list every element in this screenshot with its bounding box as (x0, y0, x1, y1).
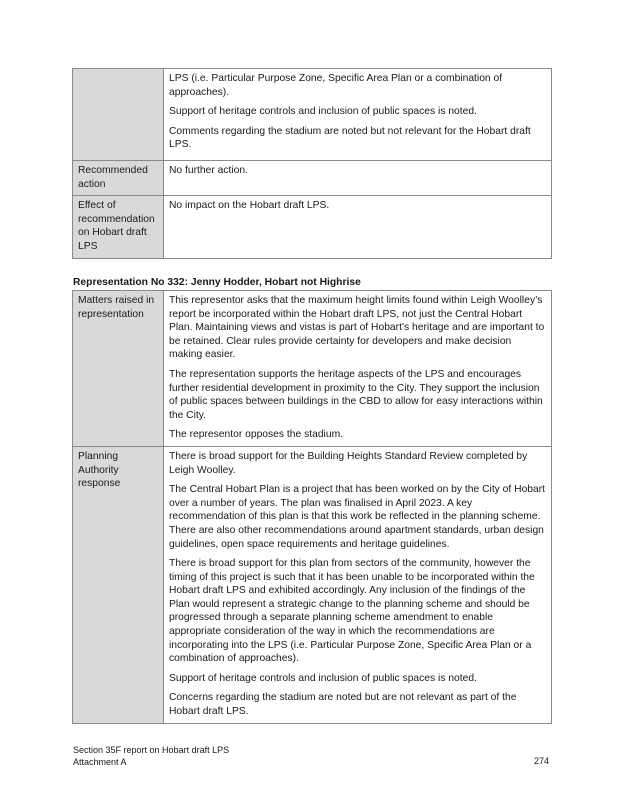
paragraph: This representor asks that the maximum height limits found within Leigh Woolley’s report be incorporated within the Hobart draft LPS, not just the Central Hobart Plan. Maintaining views and vistas is part of Hobart’s heritage and are important to be retained. Clear rules provide certainty for developers and make decision making easier. (169, 295, 545, 361)
paragraph: No impact on the Hobart draft LPS. (169, 200, 330, 212)
paragraph: The representation supports the heritage aspects of the LPS and encourages further residential development in proximity to the City. They support the inclusion of public spaces between buildings in the CBD to allow for easy interactions within the City. (169, 368, 543, 421)
paragraph: Support of heritage controls and inclusion of public spaces is noted. (169, 672, 477, 684)
paragraph: Support of heritage controls and inclusion of public spaces is noted. (169, 106, 477, 118)
row-label-effect-of-recommendation: Effect of recommendation on Hobart draft LPS (73, 196, 164, 258)
table-row (73, 446, 552, 723)
page-footer (73, 745, 229, 768)
paragraph: No further action. (169, 165, 248, 176)
row-content (164, 69, 552, 161)
row-content (164, 196, 552, 258)
paragraph: LPS (i.e. Particular Purpose Zone, Specific Area Plan or a combination of approaches). (169, 73, 503, 98)
paragraph: There is broad support for this plan from sectors of the community, however the timing of this project is such that it has been unable to be incorporated within the Hobart draft LPS and exhibited accordingly. Any inclusion of the findings of the Plan would represent a strategic change to the planning scheme and should be progressed through a separate planning scheme amendment to enable appropriate consideration of the way in which the recommendations are incorporating into the LPS (i.e. Particular Purpose Zone, Specific Area Plan or a combination of approaches). (169, 558, 535, 665)
table-row (73, 196, 552, 258)
row-content (164, 291, 552, 447)
representation-heading: Representation No 332: Jenny Hodder, Hobart not Highrise (73, 277, 361, 288)
paragraph: The representor opposes the stadium. (169, 429, 344, 441)
paragraph: Concerns regarding the stadium are noted but are not relevant as part of the Hobart draft LPS. (169, 692, 517, 718)
footer-report-title: Section 35F report on Hobart draft LPS (73, 745, 230, 755)
paragraph: The Central Hobart Plan is a project that has been worked on by the City of Hobart over a number of years. The plan was finalised in April 2023. A key recommendation of this plan is that this work be reflected in the planning scheme. There are also other recommendations around apartment standards, urban design guidelines, open space requirements and heritage guidelines. (169, 484, 546, 550)
row-content (164, 161, 552, 196)
row-content (164, 446, 552, 723)
row-label-matters-raised: Matters raised in representation (73, 291, 164, 447)
footer-attachment: Attachment A (73, 756, 127, 767)
representation-332-table (72, 290, 552, 724)
table-row (73, 291, 552, 447)
row-label-planning-authority-response: Planning Authority response (73, 446, 164, 723)
table-row (73, 69, 552, 161)
paragraph: Comments regarding the stadium are noted but not relevant for the Hobart draft LPS. (169, 125, 531, 151)
page-number: 274 (533, 756, 549, 766)
row-label (73, 69, 164, 161)
continued-representation-table (72, 68, 552, 259)
row-label-recommended-action: Recommended action (73, 161, 164, 196)
table-row (73, 161, 552, 196)
paragraph: There is broad support for the Building Heights Standard Review completed by Leigh Woolley. (169, 450, 528, 476)
